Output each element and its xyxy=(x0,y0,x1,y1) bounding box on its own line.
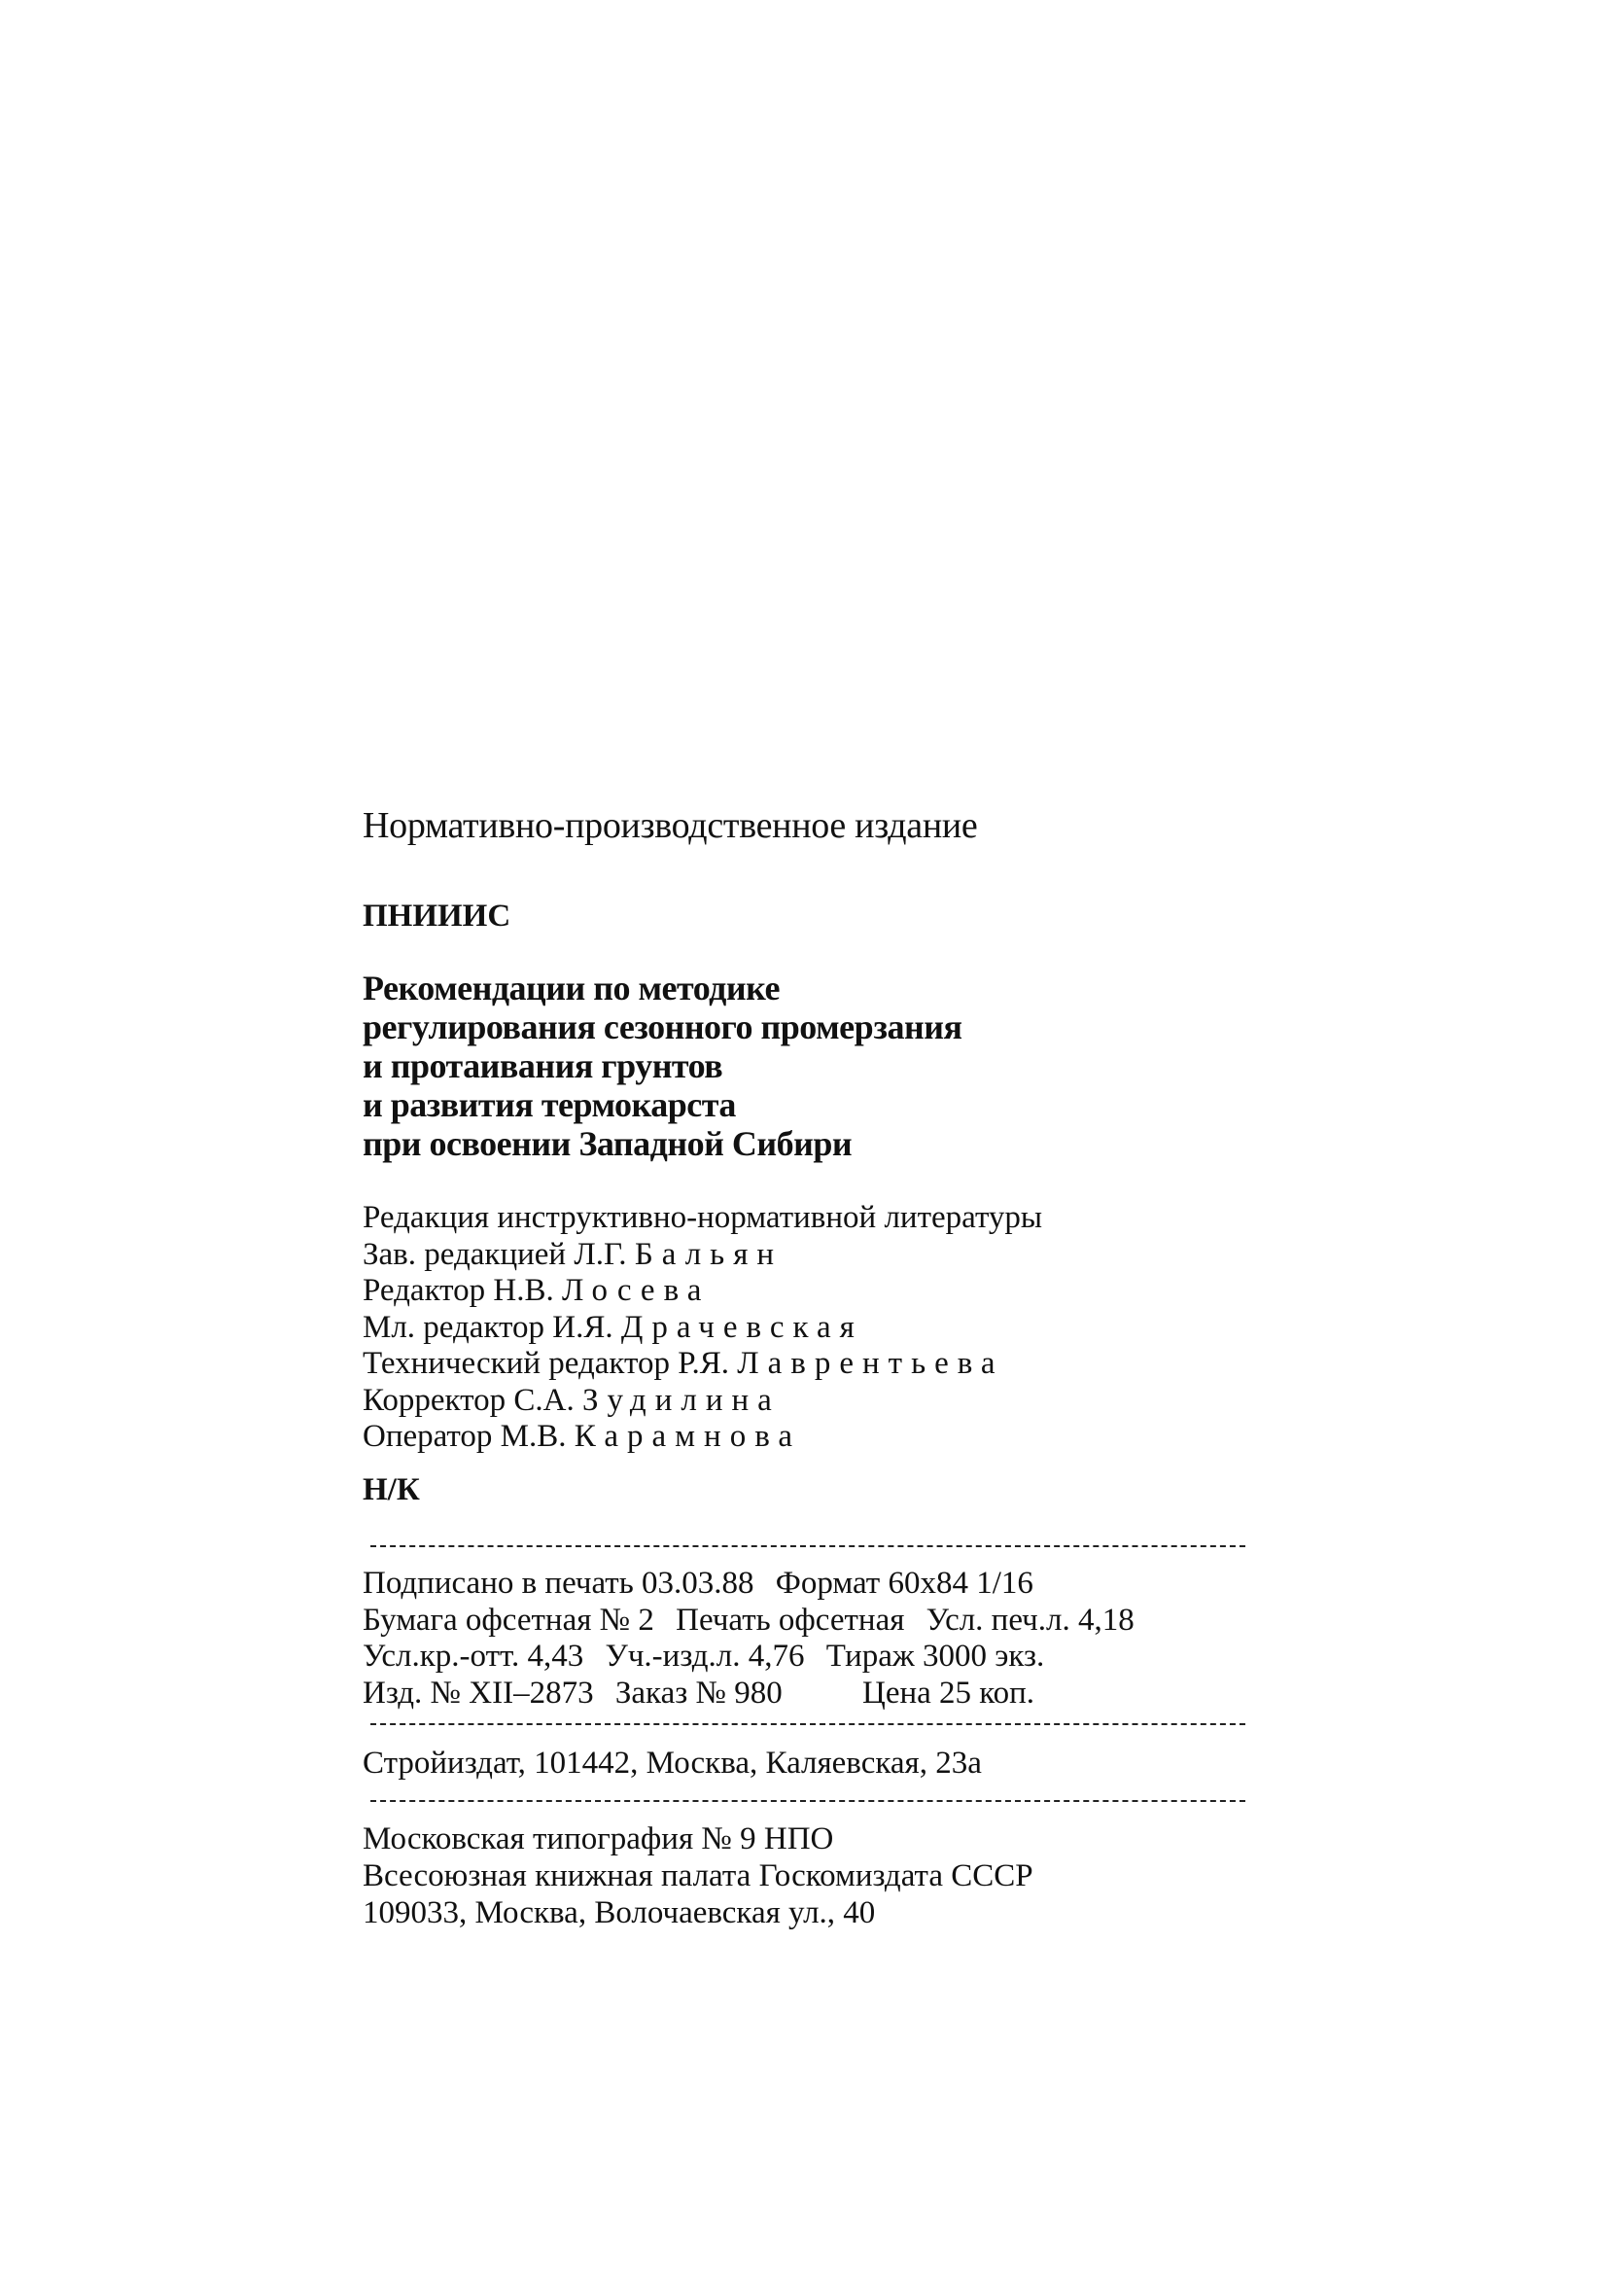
dashed-divider xyxy=(370,1800,1245,1802)
title-line: Рекомендации по методике xyxy=(363,969,780,1007)
dashed-divider xyxy=(370,1723,1245,1725)
signed-date: Подписано в печать 03.03.88 xyxy=(363,1566,754,1601)
imprint-row xyxy=(363,1639,1335,1676)
format: Формат 60х84 1/16 xyxy=(775,1566,1033,1601)
credit-name: Лаврентьева xyxy=(737,1346,1004,1381)
edition-type: Нормативно-производственное издание xyxy=(363,805,978,846)
printer-block xyxy=(363,1820,1335,1931)
credit-name: Лосева xyxy=(562,1273,711,1308)
credit-name: Зудилина xyxy=(581,1382,781,1418)
circulation: Тираж 3000 экз. xyxy=(825,1639,1045,1674)
title-line: при освоении Западной Сибири xyxy=(363,1124,853,1163)
credit-line xyxy=(363,1419,1335,1456)
print-sheets: Усл. печ.л. 4,18 xyxy=(926,1602,1135,1638)
credit-role: Зав. редакцией Л.Г. xyxy=(363,1236,627,1272)
imprint-row xyxy=(363,1676,1335,1713)
title-line: и развития термокарста xyxy=(363,1085,736,1124)
printer-line: Всесоюзная книжная палата Госкомиздата СССР xyxy=(363,1858,1033,1893)
credit-line xyxy=(363,1273,1335,1310)
printer-line: Московская типография № 9 НПО xyxy=(363,1821,834,1856)
credit-line xyxy=(363,1310,1335,1347)
pub-sheets: Уч.-изд.л. 4,76 xyxy=(605,1639,805,1674)
price: Цена 25 коп. xyxy=(862,1675,1035,1711)
credit-line xyxy=(363,1383,1335,1420)
nk-mark: Н/К xyxy=(363,1472,420,1507)
document-title xyxy=(363,969,1335,1163)
publisher-address: Стройиздат, 101442, Москва, Каляевская, 23а xyxy=(363,1746,982,1781)
credit-role: Редактор Н.В. xyxy=(363,1273,554,1308)
credit-role: Корректор С.А. xyxy=(363,1382,575,1418)
title-line: регулирования сезонного промерзания xyxy=(363,1007,962,1046)
credits-block xyxy=(363,1200,1335,1456)
organization: ПНИИИС xyxy=(363,899,511,934)
imprint-block xyxy=(363,1566,1335,1712)
editorial-office: Редакция инструктивно-нормативной литературы xyxy=(363,1200,1043,1235)
color-prints: Усл.кр.-отт. 4,43 xyxy=(363,1639,584,1674)
credit-name: Драчевская xyxy=(620,1309,863,1345)
paper: Бумага офсетная № 2 xyxy=(363,1602,654,1638)
credit-line xyxy=(363,1346,1335,1383)
imprint-row xyxy=(363,1603,1335,1640)
credit-name: Карамнова xyxy=(574,1419,801,1454)
imprint-row xyxy=(363,1566,1335,1603)
title-line: и протаивания грунтов xyxy=(363,1046,723,1085)
pub-number: Изд. № XII–2873 xyxy=(363,1675,594,1711)
order-number: Заказ № 980 xyxy=(614,1675,783,1711)
credit-role: Мл. редактор И.Я. xyxy=(363,1309,613,1345)
credit-role: Оператор М.В. xyxy=(363,1419,567,1454)
dashed-divider xyxy=(370,1545,1245,1547)
credit-role: Технический редактор Р.Я. xyxy=(363,1346,729,1381)
credit-name: Бальян xyxy=(634,1236,784,1272)
printing: Печать офсетная xyxy=(676,1602,905,1638)
printer-line: 109033, Москва, Волочаевская ул., 40 xyxy=(363,1895,876,1930)
credit-line xyxy=(363,1237,1335,1274)
